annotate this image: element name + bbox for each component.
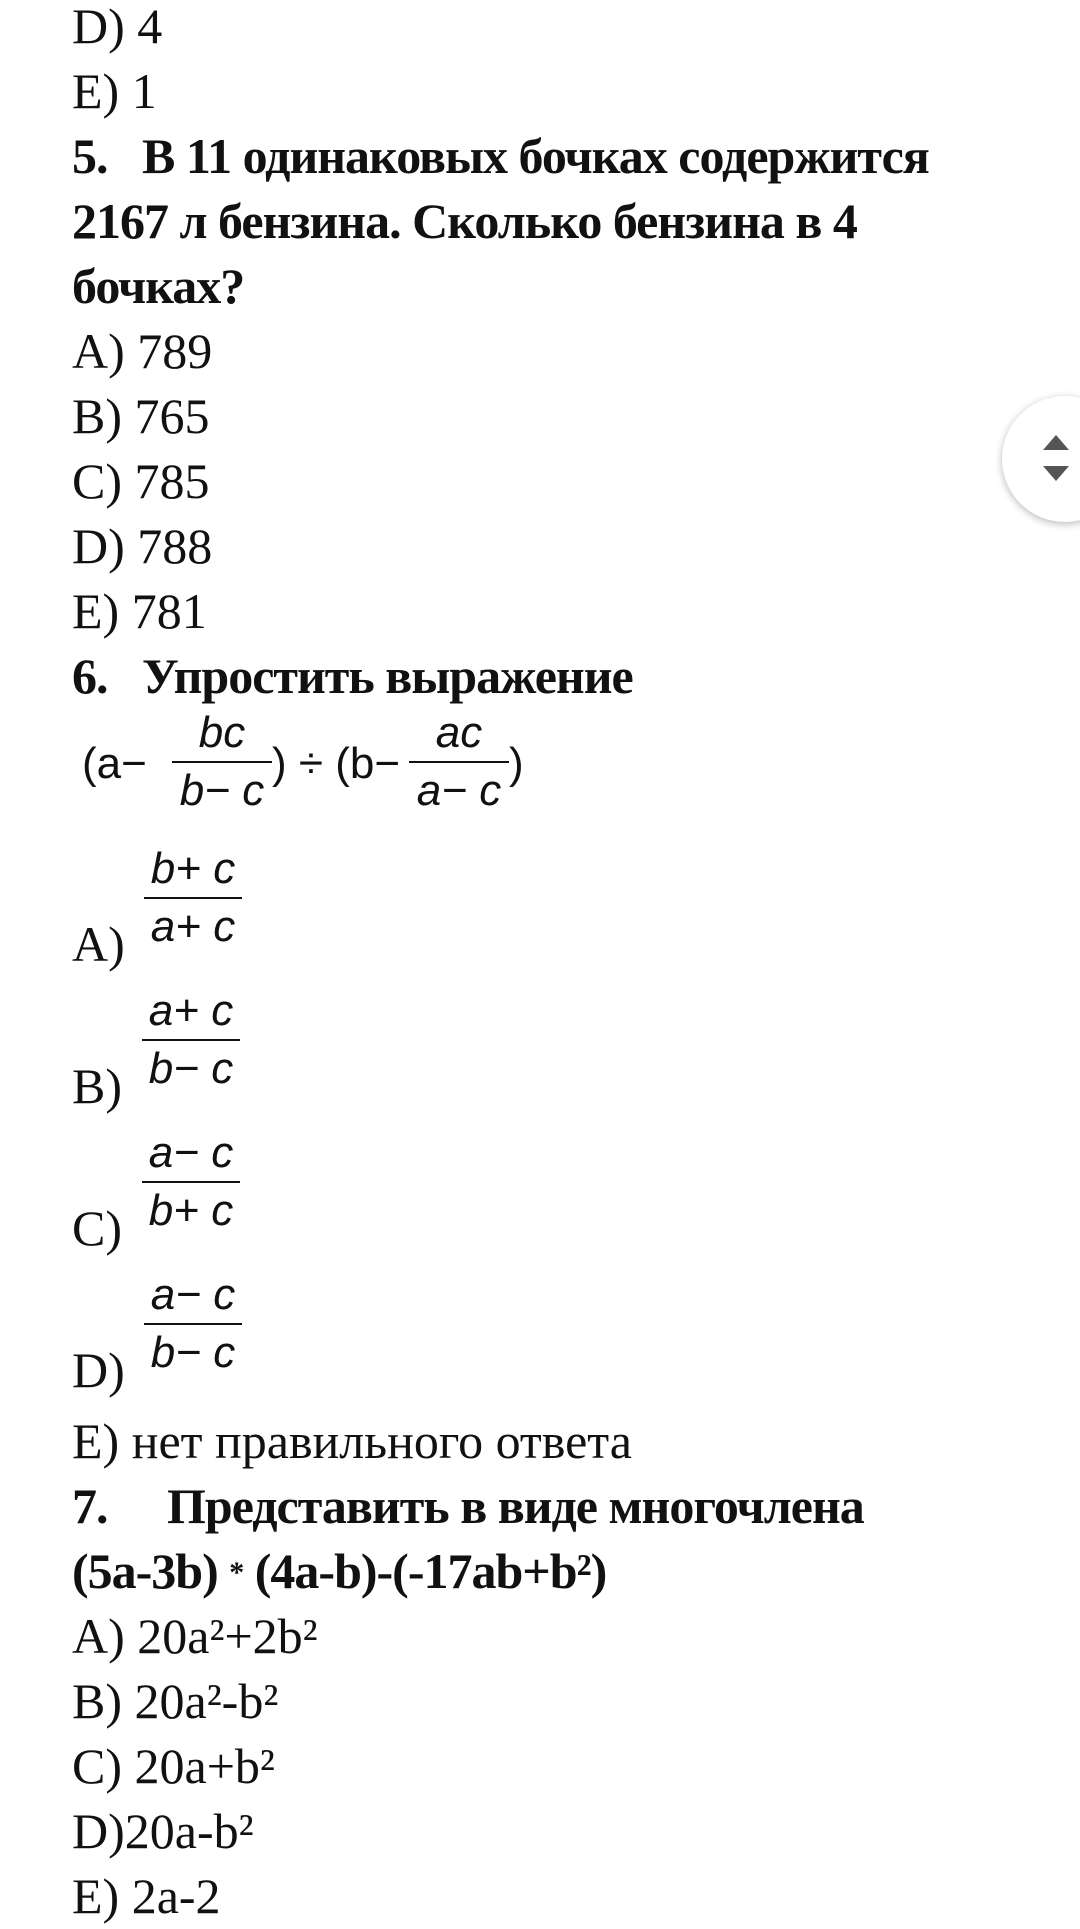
q6-option-e: E) нет правильного ответа [72, 1413, 632, 1469]
q6-option-c-denominator: b+ c [148, 1186, 234, 1235]
expr-fraction-bar-1 [172, 761, 272, 763]
document-page [72, 0, 1032, 1929]
q5-line-2: 2167 л бензина. Сколько бензина в 4 [72, 193, 857, 249]
expr-numerator-2: ac [435, 708, 483, 757]
expr-fraction-1 [172, 709, 272, 815]
scroll-down-arrow-icon [1043, 466, 1069, 481]
q6-option-a-label: A) [72, 916, 125, 972]
q6-option-b [72, 983, 1032, 1125]
q6-option-d-label: D) [72, 1342, 125, 1398]
q5-option-c: C) 785 [72, 453, 210, 509]
q6-option-d-bar [144, 1323, 242, 1325]
q7-option-b: B) 20a²-b² [72, 1673, 279, 1729]
q7-multiply-sign: * [229, 1556, 244, 1589]
q6-option-b-fraction [142, 987, 240, 1093]
q6-option-c-fraction [142, 1129, 240, 1235]
q6-option-a-fraction [144, 845, 242, 951]
q5-text-1: В 11 одинаковых бочках содержится [142, 128, 929, 184]
q6-expression [72, 708, 1032, 841]
expr-fraction-2 [409, 709, 509, 815]
q6-option-c-numerator: a− c [148, 1128, 234, 1177]
q5-option-b: B) 765 [72, 388, 210, 444]
q7-title-line [72, 1474, 1032, 1539]
q5-option-e: E) 781 [72, 583, 207, 639]
q6-option-b-denominator: b− c [148, 1044, 234, 1093]
q6-option-d-numerator: a− c [150, 1270, 236, 1319]
expr-denominator-1: b− c [179, 766, 265, 815]
q6-title-line [72, 644, 1032, 709]
q7-option-d: D)20a-b² [72, 1803, 254, 1859]
q7-expression [72, 1539, 1032, 1604]
q7-option-e: E) 2a-2 [72, 1868, 221, 1924]
q6-option-c-label: C) [72, 1200, 122, 1256]
q4-option-e: E) 1 [72, 63, 157, 119]
q6-option-d-denominator: b− c [150, 1328, 236, 1377]
expr-numerator-1: bc [198, 708, 246, 757]
q5-option-d: D) 788 [72, 518, 213, 574]
q5-option-a: A) 789 [72, 323, 213, 379]
q5-number: 5. [72, 128, 108, 184]
q7-title: Представить в виде многочлена [167, 1478, 864, 1534]
q7-option-c: C) 20a+b² [72, 1738, 275, 1794]
q6-option-a-bar [144, 897, 242, 899]
q6-option-c [72, 1125, 1032, 1267]
q7-number: 7. [72, 1478, 108, 1534]
q5-line-1 [72, 124, 1032, 189]
q6-option-a-numerator: b+ c [150, 844, 236, 893]
q5-line-3: бочках? [72, 258, 245, 314]
expr-close: ) [509, 739, 524, 788]
q6-option-b-bar [142, 1039, 240, 1041]
q6-option-d [72, 1267, 1032, 1409]
expr-open-1: (a− [82, 739, 147, 788]
expr-fraction-bar-2 [409, 761, 509, 763]
q6-option-d-fraction [144, 1271, 242, 1377]
q6-option-a-denominator: a+ c [150, 902, 236, 951]
q7-expr-left: (5a-3b) [72, 1543, 218, 1599]
q6-option-b-numerator: a+ c [148, 986, 234, 1035]
q6-option-b-label: B) [72, 1058, 122, 1114]
q6-option-a [72, 841, 1032, 983]
q6-title: Упростить выражение [142, 648, 633, 704]
expr-denominator-2: a− c [416, 766, 502, 815]
q6-number: 6. [72, 648, 108, 704]
scroll-up-arrow-icon [1043, 435, 1069, 450]
q6-option-c-bar [142, 1181, 240, 1183]
q7-expr-right: (4a-b)-(-17ab+b²) [254, 1543, 607, 1599]
q4-option-d: D) 4 [72, 0, 163, 54]
expr-mid: ) ÷ (b− [272, 739, 401, 788]
q7-option-a: A) 20a²+2b² [72, 1608, 318, 1664]
